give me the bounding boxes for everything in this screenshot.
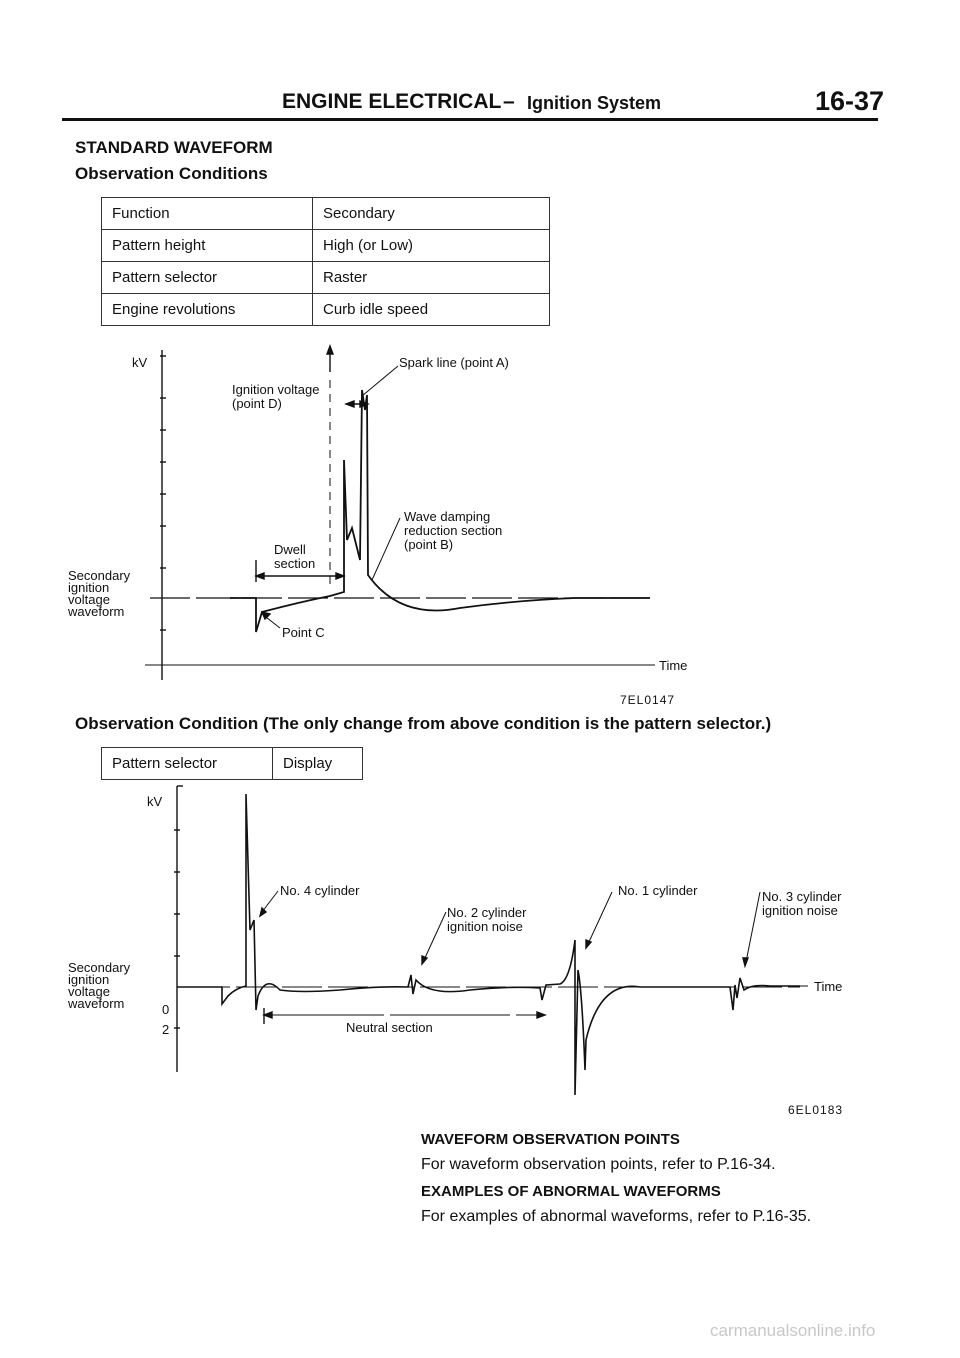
no1-cylinder-label: No. 1 cylinder <box>618 883 698 898</box>
spark-line-label: Spark line (point A) <box>399 355 509 370</box>
section-subtitle: Ignition System <box>527 93 662 113</box>
kv-axis-label: kV <box>132 355 148 370</box>
table-cell: Pattern selector <box>102 262 313 294</box>
secondary-line-2: ignition <box>68 580 110 595</box>
observation-conditions-heading: Observation Conditions <box>75 164 268 183</box>
wave-damping-line-2: reduction section <box>404 523 503 538</box>
no3-line-2: ignition noise <box>762 903 838 918</box>
secondary-waveform-label-2 <box>68 962 130 1010</box>
table-cell: Display <box>273 748 363 780</box>
secondary2-line-4: waveform <box>68 996 125 1011</box>
dwell-line-2: section <box>274 556 316 571</box>
table-cell: Raster <box>313 262 550 294</box>
table-cell: Curb idle speed <box>313 294 550 326</box>
secondary-line-4: waveform <box>68 604 125 619</box>
kv-axis-label-2: kV <box>147 794 163 809</box>
no2-line-2: ignition noise <box>447 919 523 934</box>
title-dash: – <box>503 90 515 113</box>
secondary2-line-3: voltage <box>68 984 110 999</box>
ignition-voltage-line-2: (point D) <box>232 396 282 411</box>
figure-code: 7EL0147 <box>620 693 676 707</box>
observation-points-heading: WAVEFORM OBSERVATION POINTS <box>421 1131 680 1148</box>
watermark: carmanualsonline.info <box>710 1321 876 1340</box>
table-cell: Engine revolutions <box>102 294 313 326</box>
display-condition-heading: Observation Condition (The only change from above condition is the pattern selector.) <box>75 714 772 733</box>
wave-damping-line-3: (point B) <box>404 537 454 552</box>
tick-label-two: 2 <box>162 1022 170 1037</box>
tick-label-zero: 0 <box>162 1002 170 1017</box>
no2-line-1: No. 2 cylinder <box>447 905 527 920</box>
no3-line-1: No. 3 cylinder <box>762 889 842 904</box>
secondary2-line-1: Secondary <box>68 960 131 975</box>
time-axis-label: Time <box>659 658 688 673</box>
section-title: ENGINE ELECTRICAL <box>282 90 502 113</box>
table-cell: Pattern height <box>102 230 313 262</box>
table-cell: Secondary <box>313 198 550 230</box>
table-cell: Function <box>102 198 313 230</box>
abnormal-waveforms-heading: EXAMPLES OF ABNORMAL WAVEFORMS <box>421 1183 721 1200</box>
secondary-line-1: Secondary <box>68 568 131 583</box>
secondary2-line-2: ignition <box>68 972 110 987</box>
point-c-label: Point C <box>282 625 325 640</box>
secondary-line-3: voltage <box>68 592 110 607</box>
standard-waveform-heading: STANDARD WAVEFORM <box>75 138 273 157</box>
ignition-voltage-line-1: Ignition voltage <box>232 382 320 397</box>
wave-damping-line-1: Wave damping <box>404 509 491 524</box>
observation-points-text: For waveform observation points, refer to P.16-34. <box>421 1156 776 1173</box>
table-cell: High (or Low) <box>313 230 550 262</box>
neutral-section-label: Neutral section <box>346 1020 433 1035</box>
dwell-line-1: Dwell <box>274 542 306 557</box>
figure-code-2: 6EL0183 <box>788 1103 844 1117</box>
table-cell: Pattern selector <box>102 748 273 780</box>
no3-cylinder-label <box>762 890 841 918</box>
time-axis-label-2: Time <box>814 979 843 994</box>
no2-cylinder-label <box>447 906 526 934</box>
abnormal-waveforms-text: For examples of abnormal waveforms, refer to P.16-35. <box>421 1208 812 1225</box>
page-number: 16-37 <box>815 86 885 116</box>
no4-cylinder-label: No. 4 cylinder <box>280 883 360 898</box>
